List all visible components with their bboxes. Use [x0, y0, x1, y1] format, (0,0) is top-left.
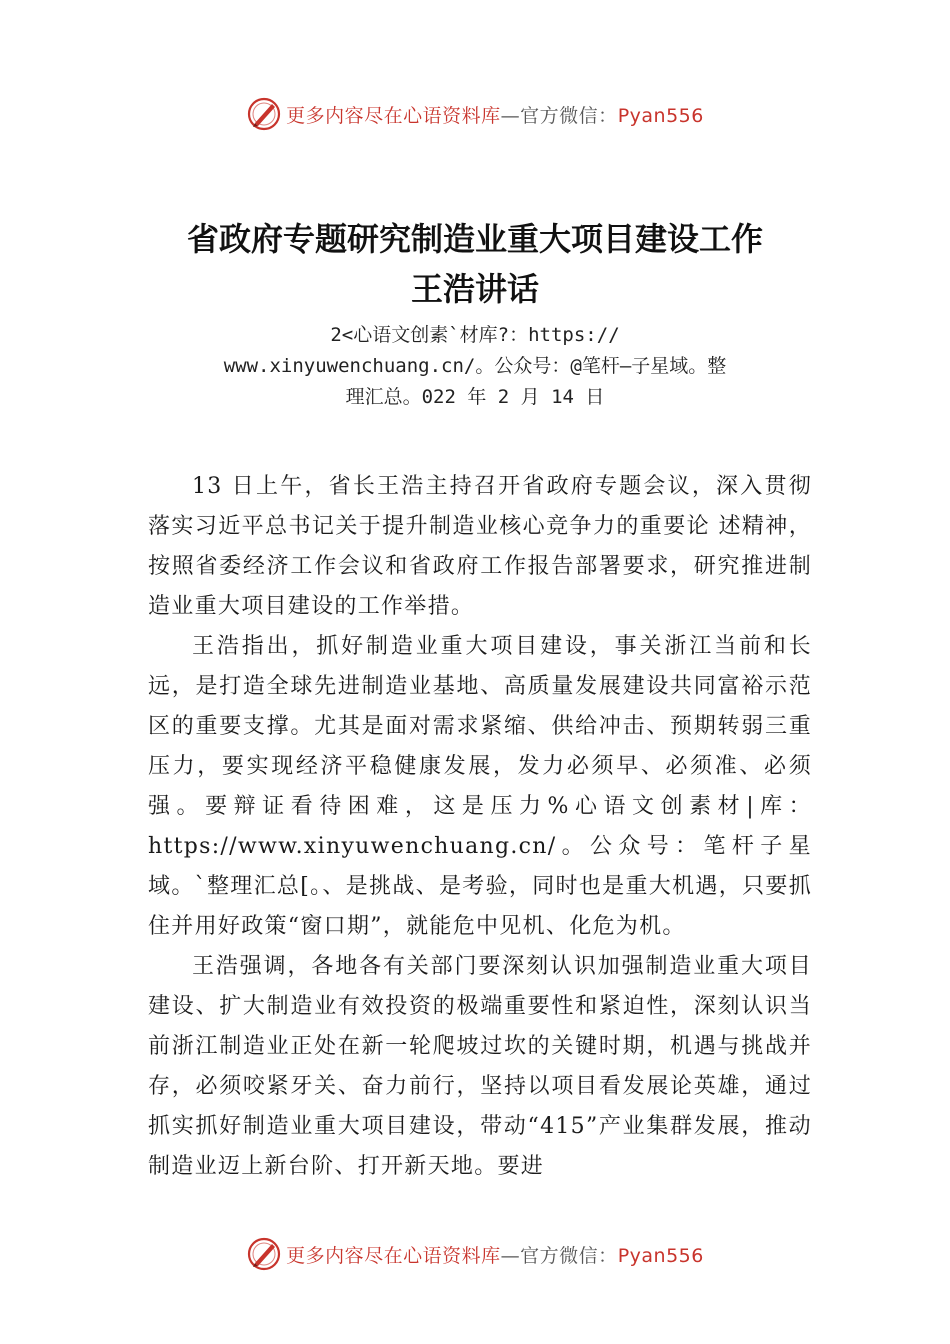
banner-text — [286, 101, 704, 128]
page-title — [0, 214, 950, 314]
footer-dash: — — [500, 1244, 521, 1267]
banner-dash: — — [500, 104, 521, 127]
source-note — [150, 320, 800, 413]
footer-banner — [0, 1234, 950, 1274]
paragraph-3: 王浩强调，各地各有关部门要深刻认识加强制造业重大项目建设、扩大制造业有效投资的极端重要性和紧迫性，深刻认识当前浙江制造业正处在新一轮爬坡过坎的关键时期，机遇与挑战并存，必须咬紧牙关、奋力前行，坚持以项目看发展论英雄，通过抓实抓好制造业重大项目建设，带动“415”产业集群发展，推动制造业迈上新台阶、打开新天地。要进 — [148, 954, 812, 1179]
banner-wechat-id: Pyan556 — [617, 104, 704, 127]
pen-logo-icon — [246, 96, 282, 132]
pen-logo-icon — [246, 1236, 282, 1272]
footer-wechat-id: Pyan556 — [617, 1244, 704, 1267]
paragraph-1: 13 日上午，省长王浩主持召开省政府专题会议，深入贯彻落实习近平总书记关于提升制造业核心竞争力的重要论 述精神，按照省委经济工作会议和省政府工作报告部署要求，研究推进制造业重大项目建设的工作举措。 — [148, 474, 812, 619]
footer-main-text: 更多内容尽在心语资料库 — [286, 1244, 501, 1267]
banner-main-text: 更多内容尽在心语资料库 — [286, 104, 501, 127]
banner-wechat-label: 官方微信： — [520, 104, 618, 127]
source-line-1: 2<心语文创素`材库?：https:// — [330, 324, 620, 346]
header-banner — [0, 94, 950, 134]
article-body — [148, 467, 812, 1187]
footer-wechat-label: 官方微信： — [520, 1244, 618, 1267]
paragraph-2: 王浩指出，抓好制造业重大项目建设，事关浙江当前和长远，是打造全球先进制造业基地、高质量发展建设共同富裕示范区的重要支撑。尤其是面对需求紧缩、供给冲击、预期转弱三重压力，要实现经济平稳健康发展，发力必须早、必须准、必须强。要辩证看待困难，这是压力%心语文创素材|库：https://www.xinyuwenchuang.cn/。公众号：笔杆子星域。`整理汇总[。、是挑战、是考验，同时也是重大机遇，只要抓住并用好政策“窗口期”，就能危中见机、化危为机。 — [148, 634, 812, 939]
title-line-1: 省政府专题研究制造业重大项目建设工作 — [186, 220, 763, 258]
source-line-2: www.xinyuwenchuang.cn/。公众号：@笔杆—子星域。整 — [223, 355, 727, 377]
title-line-2: 王浩讲话 — [410, 270, 539, 308]
source-line-3: 理汇总。022 年 2 月 14 日 — [345, 386, 605, 408]
footer-banner-text — [286, 1241, 704, 1268]
